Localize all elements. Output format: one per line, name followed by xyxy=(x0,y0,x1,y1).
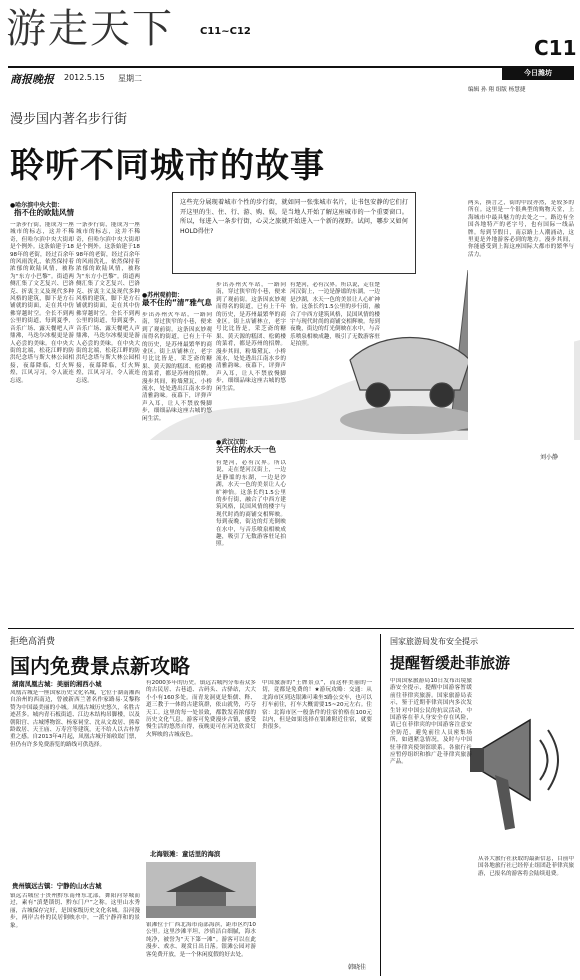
br-caption: 从各大旅行社获取的最新信息，目前中国各地旅行社已经停止组团赴菲律宾旅游，已报名的游客将会陆续退费。 xyxy=(478,856,574,877)
bottom-left-headline: 国内免费景点新攻略 xyxy=(10,654,190,678)
page-code: C11 xyxy=(534,36,577,60)
bl-col3-body: 中国旅游的“王牌景点”，而这样美丽的一切，竟都是免费的！★游玩攻略：交通：从北海市区到达银滩可乘坐3路公交车，也可以打车前往，打车大概需要15~20元左右。住宿：北海市区一般条件的住宿价格在100元以内，但是如果选择在银滩附近住宿，就要贵很多。 xyxy=(262,680,372,731)
section3-place: ●武汉汉街： xyxy=(216,439,252,446)
issue-weekday: 星期二 xyxy=(118,74,142,83)
bl-s1-title: 湖南凤凰古城：美丽的湘西小城 xyxy=(12,680,102,688)
section1-body-cont: 一条步行街，能成为一座城市的标志，这并不稀奇，但哈尔滨中央大街却是个例外。这条始建于1898年的老街，经过百余年的风雨洗礼，依然保持着浓郁的欧陆风情，被称为“东方小巴黎”。街道两侧汇集了文艺复兴、巴洛克、折衷主义及现代多种风格的建筑，脚下是方石铺就的街面，走在其中仿佛穿越时空。全长不到两公里的街道，每到夏季，音乐广场、露天餐吧人声鼎沸，马迭尔冰棍更是游人必尝的美味。在中央大街的北端，松花江畔的防洪纪念塔与斯大林公园相接，夜幕降临，灯火辉煌，江风习习，令人流连忘返。 xyxy=(76,222,140,384)
section1-title: 指不住的欧陆风情 xyxy=(14,208,74,217)
sidebar-text: 两头，换言之，街的中段亦然，是较多的所在。这里是一个很典型的购物天堂，上海城市中最具魅力的去处之一。路边有全国各地特产的老字号，也有国际一线品牌。每到节假日，南京路上人潮涌动，这里更是外地游客必到的地方。漫步其间，你能感受到上海这座国际大都市的繁华与活力。 xyxy=(468,200,574,450)
bl-s2-body: 镇远古城位于贵州黔东南州东北部，舞阳河穿城而过，素有“滇楚锁钥、黔东门户”之称。这里山水秀丽，古城保存完好，是国家级历史文化名城。沿河漫步，两岸古朴的民居倒映水中，一派宁静祥和的景象。 xyxy=(10,893,140,929)
section1-body: 一条步行街，能成为一座城市的标志，这并不稀奇，但哈尔滨中央大街却是个例外。这条始建于1898年的老街，经过百余年的风雨洗礼，依然保持着浓郁的欧陆风情，被称为“东方小巴黎”。街道两侧汇集了文艺复兴、巴洛克、折衷主义及现代多种风格的建筑，脚下是方石铺就的街面，走在其中仿佛穿越时空。全长不到两公里的街道，每到夏季，音乐广场、露天餐吧人声鼎沸，马迭尔冰棍更是游人必尝的美味。在中央大街的北端，松花江畔的防洪纪念塔与斯大林公园相接，夜幕降临，灯火辉煌，江风习习，令人流连忘返。 xyxy=(10,222,74,384)
bl-s1-body: 凤凰古城是一座国家历史文化名城，它位于湖南湘西自治州的西南边，曾被新西兰著名作家路易·艾黎称赞为中国最美丽的小城。凤凰古城历史悠久，名胜古迹甚多。城内青石板街道、江边木结构吊脚楼，以及朝阳宫、古城博物馆、杨家祠堂、沈从文故居、熊希龄故居、天王庙、万寿宫等建筑，无不给人以古朴厚重之感。自2013年4月起，凤凰古城开始收取门票，但仍有许多免费游览的路线可供选择。 xyxy=(10,690,140,748)
page-range: C11~C12 xyxy=(200,26,251,37)
paper-name: 商报晚报 xyxy=(10,73,54,86)
bottom-left-kicker: 拒绝高消费 xyxy=(10,637,56,647)
lead-kicker: 漫步国内著名步行街 xyxy=(10,112,128,127)
bottom-right-kicker: 国家旅游局发布安全提示 xyxy=(390,637,478,646)
column-tag: 今日潍坊 xyxy=(502,66,574,80)
bl-s3-body: 银滩位于广西北海市南部海滨，距市区约10公里。这里沙滩平坦，沙质洁白细腻，海水纯净，被誉为“天下第一滩”。游客可以在此漫步、戏水、观赏日出日落。银滩公园对游客免费开放，是一个休闲度假的好去处。 xyxy=(146,922,256,958)
section2-body: 步出苏州火车站，一路向南，穿过狭窄的小巷，便来到了观前街。这条因玄妙观而得名的街道，已有上千年的历史，是苏州最繁华的商业区。街上店铺林立，老字号比比皆是，采芝斋的糖果、黄天源的糕团、松鹤楼的菜肴，都是苏州的招牌。漫步其间，粉墙黛瓦、小桥流水，处处透出江南水乡的清雅韵味。夜幕下，评弹声声入耳，让人不禁放慢脚步，细细品味这座古城的悠闲生活。 xyxy=(142,312,212,422)
staff-credit: 编辑 孙 翔 组版 杨慧捷 xyxy=(468,87,526,93)
bl-byline: 韩晓佳 xyxy=(348,964,367,971)
section2-place: ●苏州观前街： xyxy=(142,292,184,299)
masthead-title: 游走天下 xyxy=(6,6,174,52)
masthead-rule xyxy=(8,66,574,68)
br-body: 中国国家旅游局10日发布出境旅游安全提示，提醒中国游客暂缓前往菲律宾旅游。国家旅游局表示，鉴于近期菲律宾国内多次发生针对中国公民的抗议活动，中国游客在菲人身安全存在风险，请已在菲律宾的中国游客注意安全防范，避免前往人员密集场所，如遇紧急情况，及时与中国驻菲律宾使领馆联系。各旅行社应暂停组织和推广赴菲律宾旅游产品。 xyxy=(390,678,472,766)
section2-title: 最不住的“清”雅气息 xyxy=(142,298,212,307)
lead-summary-box: 这些充分展现着城市个性的步行街，就如同一张张城市名片，让书包安静的它们打开这里的生、住、行、游、购、娱，是当地人开始了解这座城市的一个重要窗口。所以，每进入一条步行街，心灵之旅就开始进入一个新的视野。试问，哪步又如何HOLD得住? xyxy=(172,192,416,274)
section2-body-cont: 步出苏州火车站，一路向南，穿过狭窄的小巷，便来到了观前街。这条因玄妙观而得名的街道，已有上千年的历史，是苏州最繁华的商业区。街上店铺林立，老字号比比皆是，采芝斋的糖果、黄天源的糕团、松鹤楼的菜肴，都是苏州的招牌。漫步其间，粉墙黛瓦、小桥流水，处处透出江南水乡的清雅韵味。夜幕下，评弹声声入耳，让人不禁放慢脚步，细细品味这座古城的悠闲生活。 xyxy=(216,282,286,392)
issue-date: 2012.5.15 xyxy=(64,73,105,82)
section3-body: 有楚河，必有汉界。所以说，走在楚河汉街上，一边是静谧的东湖，一边是沙湖，水天一色的美景让人心旷神怡。这条长约1.5公里的步行街，融合了中西方建筑风格，民国风情的楼宇与现代时尚的商铺交相辉映。每到夜晚，街边的灯光倒映在水中，与音乐喷泉相映成趣，吸引了无数游客驻足拍照。 xyxy=(216,460,286,548)
bl-s2-title: 贵州镇远古镇：宁静的山水古城 xyxy=(12,882,102,890)
megaphone-illustration xyxy=(470,690,570,840)
pavilion-photo xyxy=(146,862,256,918)
bottom-divider xyxy=(380,634,381,976)
section3-body-cont: 有楚河，必有汉界。所以说，走在楚河汉街上，一边是静谧的东湖，一边是沙湖，水天一色的美景让人心旷神怡。这条长约1.5公里的步行街，融合了中西方建筑风格，民国风情的楼宇与现代时尚的商铺交相辉映。每到夜晚，街边的灯光倒映在水中，与音乐喷泉相映成趣，吸引了无数游客驻足拍照。 xyxy=(290,282,380,348)
lead-headline: 聆听不同城市的故事 xyxy=(10,146,325,186)
bl-s3-title: 北海银滩：童话里的海滨 xyxy=(150,850,221,858)
lead-byline: 刘小静 xyxy=(540,454,559,461)
bl-col2-body: 有2000多年的历史。镇远古城内分布着众多的古民居、古巷道、古码头、古驿站，大大小小有160多处。而青龙洞更是集儒、释、道三教于一体的古建筑群，依山就势，巧夺天工。这里的每一处景致，都散发着浓郁的历史文化气息。游客可免费漫步古镇，感受慢生活的悠然自得，夜晚更可在河边欣赏灯火辉映的古城夜色。 xyxy=(146,680,256,738)
bottom-right-headline: 提醒暂缓赴菲旅游 xyxy=(390,654,511,672)
mid-rule xyxy=(8,628,574,629)
section1-place: ●哈尔滨中央大街： xyxy=(10,202,64,209)
section3-title: 关不住的水天一色 xyxy=(216,445,276,454)
